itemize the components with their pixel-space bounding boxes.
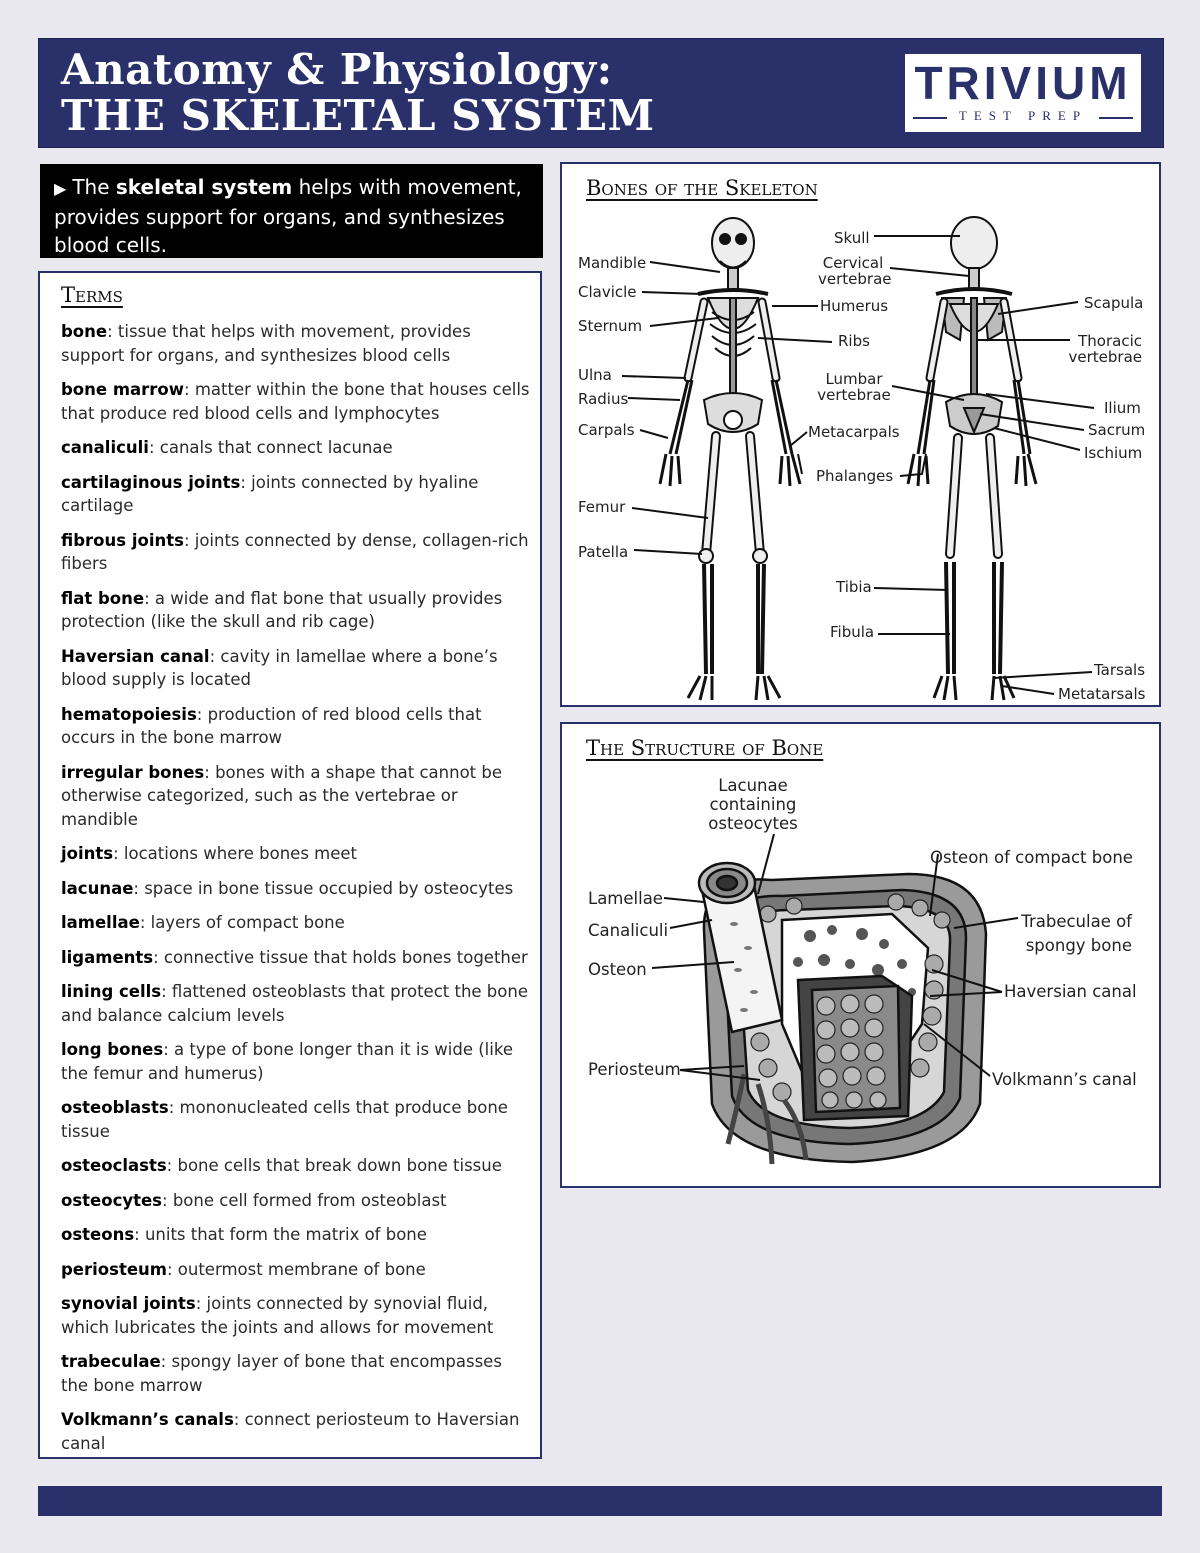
label-ulna: Ulna xyxy=(578,366,612,384)
label-patella: Patella xyxy=(578,543,629,561)
term-name: joints xyxy=(61,844,114,863)
term-name: hematopoiesis xyxy=(61,704,197,724)
term-item xyxy=(61,842,531,866)
label-canaliculi: Canaliculi xyxy=(588,921,669,940)
term-item xyxy=(61,645,531,692)
term-name: osteons xyxy=(61,1225,135,1244)
label-thoracic-vertebrae: Thoracic vertebrae xyxy=(1068,332,1142,366)
label-humerus: Humerus xyxy=(820,297,889,315)
term-definition: : bone cells that break down bone tissue xyxy=(166,1156,502,1175)
skeleton-panel xyxy=(560,162,1161,707)
intro-lead: The xyxy=(72,175,116,199)
label-cervical-vertebrae: Cervical vertebrae xyxy=(818,254,892,288)
term-item xyxy=(61,1350,531,1397)
term-item xyxy=(61,761,531,832)
bone-structure-panel xyxy=(560,722,1161,1188)
label-ischium: Ischium xyxy=(1084,444,1143,462)
term-definition: : space in bone tissue occupied by osteocytes xyxy=(133,878,514,898)
label-periosteum: Periosteum xyxy=(588,1060,681,1079)
term-definition: : mononucleated cells that produce bone tissue xyxy=(61,1098,508,1141)
term-item xyxy=(61,1189,531,1213)
label-phalanges: Phalanges xyxy=(816,467,894,485)
term-item xyxy=(61,529,531,576)
logo-rule-right xyxy=(1099,117,1133,119)
footer-bar xyxy=(38,1486,1162,1516)
term-item xyxy=(61,1096,531,1143)
term-name: trabeculae xyxy=(61,1352,161,1371)
term-item xyxy=(61,378,531,425)
label-sacrum: Sacrum xyxy=(1088,421,1146,439)
term-name: flat bone xyxy=(61,588,145,608)
term-definition: : joints connected by synovial fluid, which lubricates the joints and allows for movement xyxy=(61,1294,494,1337)
label-mandible: Mandible xyxy=(578,254,647,272)
page-header xyxy=(38,38,1164,148)
term-item xyxy=(61,1408,531,1455)
term-name: cartilaginous joints xyxy=(61,472,241,492)
term-name: lacunae xyxy=(61,878,134,898)
term-definition: : locations where bones meet xyxy=(113,844,358,863)
term-item xyxy=(61,320,531,367)
term-definition: : joints connected by hyaline cartilage xyxy=(61,472,479,515)
term-name: canaliculi xyxy=(61,438,149,457)
term-definition: : outermost membrane of bone xyxy=(166,1259,426,1279)
label-scapula: Scapula xyxy=(1084,294,1144,312)
term-definition: : joints connected by dense, collagen-rich fibers xyxy=(61,530,529,573)
term-item xyxy=(61,946,531,970)
label-carpals: Carpals xyxy=(578,421,635,439)
label-trabeculae: Trabeculae of spongy bone xyxy=(1021,912,1132,955)
triangle-bullet-icon: ▶ xyxy=(54,179,67,198)
label-ilium: Ilium xyxy=(1104,399,1141,417)
back-skeleton xyxy=(908,217,1036,700)
label-skull: Skull xyxy=(834,229,870,247)
term-definition: : production of red blood cells that occurs in the bone marrow xyxy=(61,704,482,747)
term-name: irregular bones xyxy=(61,762,205,782)
term-name: bone xyxy=(61,322,108,341)
label-ribs: Ribs xyxy=(838,332,870,350)
term-item xyxy=(61,980,531,1027)
term-name: osteoclasts xyxy=(61,1156,167,1175)
term-item xyxy=(61,436,531,460)
term-name: Volkmann’s canals xyxy=(61,1410,234,1429)
page-title-line1: Anatomy & Physiology: xyxy=(61,45,613,94)
trivium-logo xyxy=(905,54,1141,132)
intro-callout xyxy=(40,164,543,258)
term-definition: : flattened osteoblasts that protect the bone and balance calcium levels xyxy=(61,982,528,1025)
terms-panel xyxy=(38,271,542,1459)
front-skeleton xyxy=(660,218,800,700)
term-item xyxy=(61,1038,531,1085)
label-haversian-canal: Haversian canal xyxy=(1004,982,1137,1001)
label-lacunae: Lacunae containing osteocytes xyxy=(708,776,798,833)
term-name: ligaments xyxy=(61,947,154,967)
term-name: synovial joints xyxy=(61,1294,196,1313)
structure-title: The Structure of Bone xyxy=(586,736,824,760)
term-item xyxy=(61,877,531,901)
term-definition: : connect periosteum to Haversian canal xyxy=(61,1410,520,1453)
label-metatarsals: Metatarsals xyxy=(1058,685,1146,703)
term-definition: : matter within the bone that houses cells that produce red blood cells and lymphocytes xyxy=(61,380,530,423)
label-femur: Femur xyxy=(578,498,626,516)
term-item xyxy=(61,1154,531,1178)
label-lumbar-vertebrae: Lumbar vertebrae xyxy=(817,370,891,404)
label-fibula: Fibula xyxy=(830,623,875,641)
term-definition: : connective tissue that holds bones together xyxy=(153,947,528,967)
term-definition: : a type of bone longer than it is wide (like the femur and humerus) xyxy=(61,1040,513,1083)
term-name: lamellae xyxy=(61,913,140,932)
term-name: osteoblasts xyxy=(61,1098,169,1117)
term-name: fibrous joints xyxy=(61,530,184,550)
term-definition: : a wide and flat bone that usually provides protection (like the skull and rib cage) xyxy=(61,588,503,631)
label-osteon-compact-bone: Osteon of compact bone xyxy=(930,848,1133,867)
term-definition: : spongy layer of bone that encompasses the bone marrow xyxy=(61,1352,502,1395)
intro-rest: helps with movement, provides support for organs, and synthesizes blood cells. xyxy=(54,175,522,257)
term-definition: : units that form the matrix of bone xyxy=(134,1225,427,1244)
term-definition: : bone cell formed from osteoblast xyxy=(162,1190,447,1210)
label-lamellae: Lamellae xyxy=(588,889,663,908)
term-definition: : canals that connect lacunae xyxy=(148,438,393,457)
term-item xyxy=(61,911,531,935)
label-metacarpals: Metacarpals xyxy=(808,423,900,441)
term-name: Haversian canal xyxy=(61,646,210,666)
term-item xyxy=(61,703,531,750)
terms-list xyxy=(61,320,531,1466)
skeleton-title: Bones of the Skeleton xyxy=(586,176,818,200)
intro-bold: skeletal system xyxy=(115,175,293,199)
term-item xyxy=(61,471,531,518)
term-name: long bones xyxy=(61,1040,164,1059)
label-tarsals: Tarsals xyxy=(1094,661,1146,679)
term-item xyxy=(61,1223,531,1247)
label-tibia: Tibia xyxy=(836,578,872,596)
term-definition: : tissue that helps with movement, provides support for organs, and synthesizes blood cells xyxy=(61,322,471,365)
label-osteon: Osteon xyxy=(588,960,647,979)
label-clavicle: Clavicle xyxy=(578,283,637,301)
logo-sub: TEST PREP xyxy=(958,108,1088,123)
label-radius: Radius xyxy=(578,390,629,408)
label-volkmanns-canal: Volkmann’s canal xyxy=(992,1070,1137,1089)
term-definition: : cavity in lamellae where a bone’s blood supply is located xyxy=(61,646,498,689)
term-name: periosteum xyxy=(61,1259,167,1279)
term-item xyxy=(61,1258,531,1282)
logo-brand: TRIVIUM xyxy=(914,57,1132,109)
term-name: osteocytes xyxy=(61,1190,163,1210)
term-name: lining cells xyxy=(61,982,162,1001)
term-item xyxy=(61,1292,531,1339)
term-definition: : layers of compact bone xyxy=(139,913,345,932)
term-definition: : bones with a shape that cannot be otherwise categorized, such as the vertebrae or mandible xyxy=(61,762,503,829)
terms-title: Terms xyxy=(61,283,123,307)
page-title-line2: THE SKELETAL SYSTEM xyxy=(61,91,655,140)
term-name: bone marrow xyxy=(61,380,185,399)
label-sternum: Sternum xyxy=(578,317,643,335)
term-item xyxy=(61,587,531,634)
